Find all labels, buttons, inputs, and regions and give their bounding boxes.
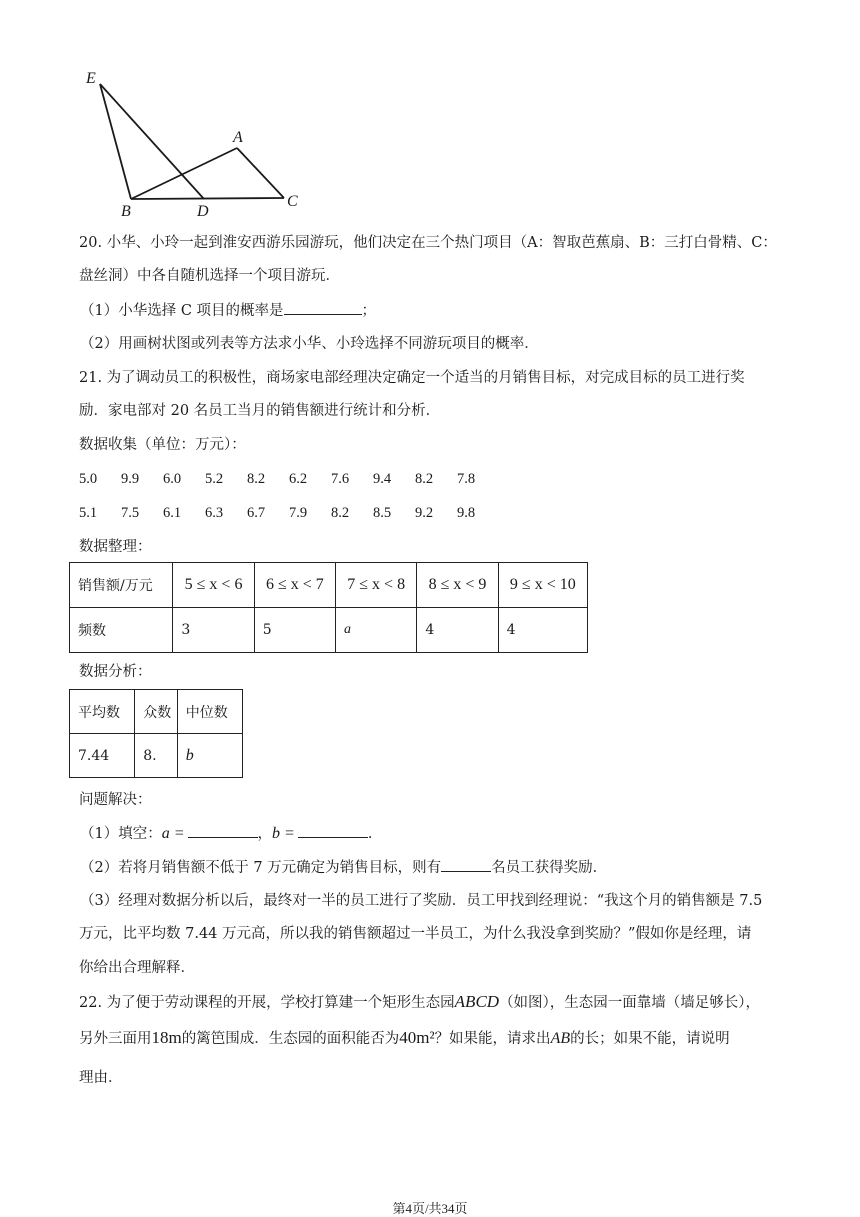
q21-stem-line1: 21. 为了调动员工的积极性，商场家电部经理决定确定一个适当的月销售目标，对完成目标的员工进行奖: [79, 370, 745, 386]
data-value: 9.9: [121, 471, 140, 487]
table-cell: b: [177, 734, 242, 778]
segment-AB: AB: [550, 1030, 571, 1047]
q22-line2: [79, 1028, 730, 1049]
area-value: 40m²: [399, 1028, 435, 1047]
table-cell: 4: [417, 608, 498, 653]
data-value: 6.1: [163, 505, 182, 521]
data-value: 9.2: [415, 505, 434, 521]
q20-part1: [80, 300, 376, 321]
table-cell: 平均数: [70, 690, 135, 734]
table-cell: a: [336, 608, 417, 653]
fence-length: 18m: [151, 1028, 182, 1047]
label-C: C: [287, 193, 298, 210]
label-B: B: [121, 203, 131, 220]
data-value: 8.2: [415, 471, 434, 487]
q21-part1: [80, 823, 382, 844]
var-a: a =: [161, 825, 185, 842]
data-row-1: [79, 469, 499, 489]
table-cell: 4: [498, 608, 587, 653]
label-E: E: [86, 70, 96, 87]
data-value: 9.4: [373, 471, 392, 487]
q20-part1-text: （1）小华选择 C 项目的概率是: [80, 303, 284, 319]
q21-solve-title: 问题解决：: [79, 792, 152, 808]
q22-line3: 理由．: [79, 1070, 123, 1086]
answer-blank: [441, 857, 491, 872]
data-value: 9.8: [457, 505, 476, 521]
q21-part3-line2: 万元，比平均数 7.44 万元高，所以我的销售额超过一半员工，为什么我没拿到奖励？”假如你是经理，请: [79, 926, 752, 942]
data-value: 5.2: [205, 471, 224, 487]
q22-text: 的长；如果不能，请说明: [570, 1031, 730, 1047]
data-value: 7.9: [289, 505, 308, 521]
q21-part1-text: （1）填空：: [80, 826, 162, 842]
table-cell: 5 ≤ x < 6: [173, 563, 254, 608]
q20-stem-line2: 盘丝洞）中各自随机选择一个项目游玩．: [79, 268, 340, 284]
data-value: 6.3: [205, 505, 224, 521]
q22-text: 另外三面用: [79, 1031, 152, 1047]
q21-part2-text: （2）若将月销售额不低于 7 万元确定为销售目标，则有: [80, 860, 442, 876]
data-value: 8.5: [373, 505, 392, 521]
table-cell: 8.: [135, 734, 177, 778]
data-row-2: [79, 503, 499, 523]
data-value: 8.2: [247, 471, 266, 487]
table-header-row: [70, 563, 588, 608]
table-row: [70, 608, 588, 653]
statistics-table: [69, 689, 243, 778]
answer-blank: [188, 823, 258, 838]
data-value: 5.1: [79, 505, 98, 521]
var-b: b =: [272, 825, 295, 842]
q21-collect-title: 数据收集（单位：万元）：: [79, 437, 246, 453]
table-header-row: [70, 690, 243, 734]
page-footer: 第4页/共34页: [392, 1201, 468, 1216]
q21-part2-suffix: 名员工获得奖励．: [491, 860, 608, 876]
data-value: 7.6: [331, 471, 350, 487]
rect-ABCD: ABCD: [454, 992, 500, 1011]
q21-organize-title: 数据整理：: [79, 539, 152, 555]
q20-stem-line1: 20. 小华、小玲一起到淮安西游乐园游玩，他们决定在三个热门项目（A：智取芭蕉扇、B：三打白骨精、C：: [79, 235, 777, 251]
q22-text: 22. 为了便于劳动课程的开展，学校打算建一个矩形生态园: [79, 995, 455, 1011]
table-cell: 7 ≤ x < 8: [336, 563, 417, 608]
q20-part1-suffix: ；: [361, 303, 377, 319]
q21-part3-line3: 你给出合理解释．: [79, 960, 195, 976]
answer-blank: [284, 300, 362, 315]
table-cell: 5: [254, 608, 335, 653]
data-value: 7.5: [121, 505, 140, 521]
data-value: 7.8: [457, 471, 476, 487]
triangle-figure: [80, 66, 310, 226]
label-D: D: [197, 203, 209, 220]
q22-text: （如图），生态园一面靠墙（墙足够长），: [499, 995, 761, 1011]
table-cell: 7.44: [70, 734, 135, 778]
label-A: A: [233, 129, 243, 146]
data-value: 6.2: [289, 471, 308, 487]
frequency-table: [69, 562, 588, 653]
table-cell: 中位数: [177, 690, 242, 734]
q21-analysis-title: 数据分析：: [79, 664, 152, 680]
data-value: 8.2: [331, 505, 350, 521]
q21-part3-line1: （3）经理对数据分析以后，最终对一半的员工进行了奖励．员工甲找到经理说：“我这个月的销售额是 7.5: [80, 893, 763, 909]
q22-line1: [79, 992, 760, 1013]
table-cell: 众数: [135, 690, 177, 734]
segment-AC: [237, 148, 284, 198]
answer-blank: [298, 823, 368, 838]
q20-part2: （2）用画树状图或列表等方法求小华、小玲选择不同游玩项目的概率．: [80, 336, 539, 352]
q22-text: 的篱笆围成．生态园的面积能否为: [181, 1031, 400, 1047]
table-cell: 6 ≤ x < 7: [254, 563, 335, 608]
table-cell: 3: [173, 608, 254, 653]
q22-text: ？如果能，请求出: [434, 1031, 551, 1047]
data-value: 5.0: [79, 471, 98, 487]
table-row: [70, 734, 243, 778]
table-cell: 频数: [70, 608, 173, 653]
data-value: 6.0: [163, 471, 182, 487]
period: ．: [367, 826, 383, 842]
segment-BC: [131, 198, 284, 199]
q21-stem-line2: 励．家电部对 20 名员工当月的销售额进行统计和分析．: [79, 403, 441, 419]
table-cell: 8 ≤ x < 9: [417, 563, 498, 608]
table-cell: 9 ≤ x < 10: [498, 563, 587, 608]
separator: ，: [257, 826, 273, 842]
segment-BA: [131, 148, 237, 199]
table-cell: 销售额/万元: [70, 563, 173, 608]
q21-part2: [80, 857, 607, 878]
data-value: 6.7: [247, 505, 266, 521]
